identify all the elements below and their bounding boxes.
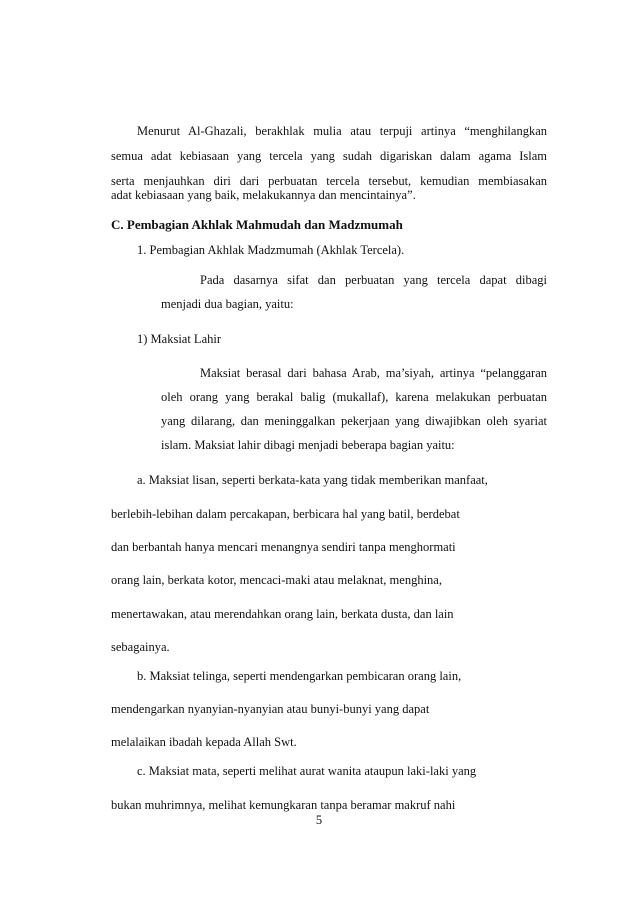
paragraph-line: berlebih-lebihan dalam percakapan, berbicara hal yang batil, berdebat — [111, 507, 460, 521]
list-item-a: a. Maksiat lisan, seperti berkata-kata yang tidak memberikan manfaat, — [137, 473, 488, 487]
paragraph-line: dan berbantah hanya mencari menangnya sendiri tanpa menghormati — [111, 540, 456, 554]
paragraph-line: yang dilarang, dan meninggalkan pekerjaan yang diwajibkan oleh syariat — [161, 414, 547, 428]
list-item-1: 1. Pembagian Akhlak Madzmumah (Akhlak Tercela). — [137, 243, 405, 257]
paragraph-line: mendengarkan nyanyian-nyanyian atau bunyi-bunyi yang dapat — [111, 702, 430, 716]
paragraph-line: serta menjauhkan diri dari perbuatan tercela tersebut, kemudian membiasakan — [111, 174, 547, 188]
paragraph-line: adat kebiasaan yang baik, melakukannya dan mencintainya”. — [111, 188, 416, 202]
paragraph-line: islam. Maksiat lahir dibagi menjadi beberapa bagian yaitu: — [161, 438, 455, 452]
paragraph-line: menertawakan, atau merendahkan orang lain, berkata dusta, dan lain — [111, 607, 454, 621]
list-item-b: b. Maksiat telinga, seperti mendengarkan pembicaran orang lain, — [137, 669, 462, 683]
section-heading: C. Pembagian Akhlak Mahmudah dan Madzmumah — [111, 217, 403, 232]
paragraph-line: orang lain, berkata kotor, mencaci-maki atau melaknat, menghina, — [111, 573, 442, 587]
paragraph-line: melalaikan ibadah kepada Allah Swt. — [111, 735, 297, 749]
paragraph-line: Menurut Al-Ghazali, berakhlak mulia atau terpuji artinya “menghilangkan — [137, 124, 547, 138]
list-item-c: c. Maksiat mata, seperti melihat aurat wanita ataupun laki-laki yang — [137, 764, 477, 778]
paragraph-line: sebagainya. — [111, 640, 170, 654]
paragraph-line: menjadi dua bagian, yaitu: — [161, 297, 294, 311]
paragraph-line: oleh orang yang berakal balig (mukallaf), karena melakukan perbuatan — [161, 390, 547, 404]
paragraph-line: semua adat kebiasaan yang tercela yang sudah digariskan dalam agama Islam — [111, 149, 547, 163]
page-number: 5 — [315, 813, 323, 827]
paragraph-line: Maksiat berasal dari bahasa Arab, ma’siyah, artinya “pelanggaran — [200, 366, 547, 380]
paragraph-line: bukan muhrimnya, melihat kemungkaran tanpa beramar makruf nahi — [111, 798, 456, 812]
list-item-1-1: 1) Maksiat Lahir — [137, 332, 222, 346]
paragraph-line: Pada dasarnya sifat dan perbuatan yang tercela dapat dibagi — [200, 273, 547, 287]
